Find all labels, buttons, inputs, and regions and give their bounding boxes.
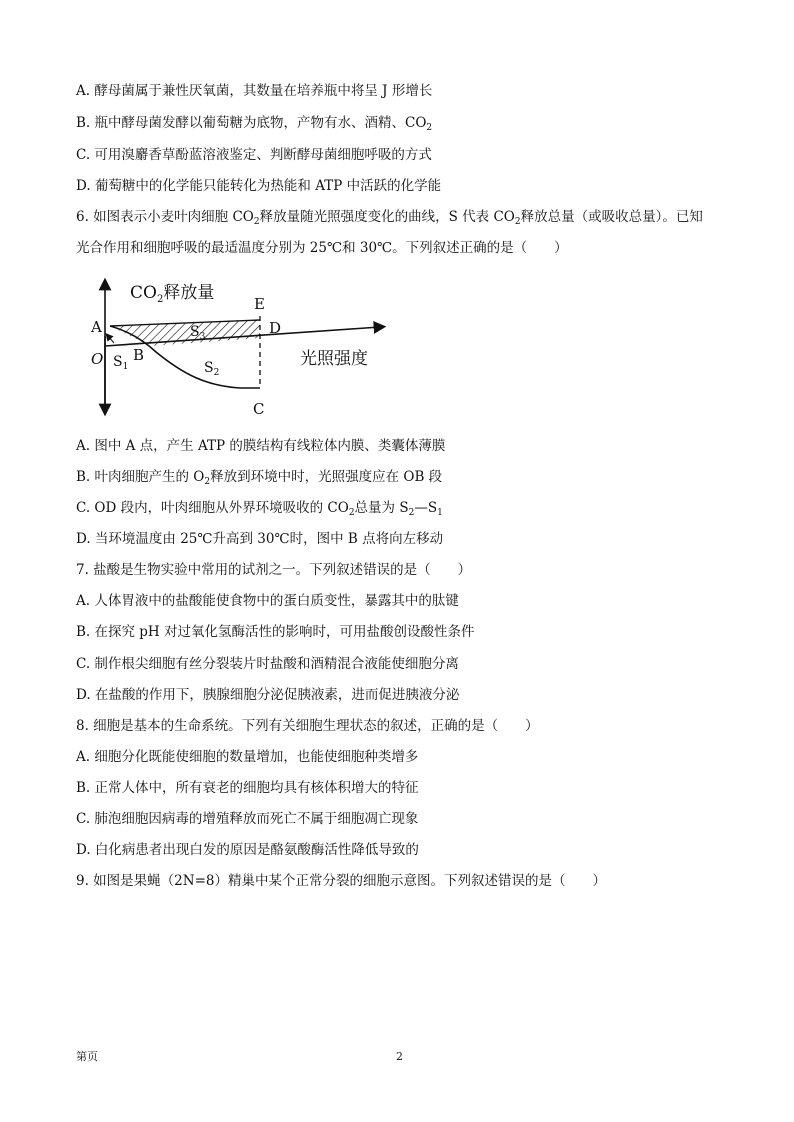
q6-option-b-sub: 2: [204, 477, 211, 487]
s1-pointer-arrow: [108, 336, 114, 343]
y-axis-label: $CO_2$释放量: [130, 283, 215, 305]
q6-stem-part3: 释放总量（或吸收总量）。已知: [520, 209, 703, 225]
q6-stem-part1: 6. 如图表示小麦叶肉细胞 CO: [76, 209, 254, 225]
q6-stem-part2: 释放量随光照强度变化的曲线，S 代表 CO: [259, 209, 515, 225]
q6-option-b: [76, 468, 442, 486]
q6-option-a: A. 图中 A 点，产生 ATP 的膜结构有线粒体内膜、类囊体薄膜: [76, 438, 446, 454]
q5-option-a: A. 酵母菌属于兼性厌氧菌，其数量在培养瓶中将呈 J 形增长: [76, 83, 433, 99]
point-o-label: O: [91, 350, 104, 368]
q5-option-d: D. 葡萄糖中的化学能只能转化为热能和 ATP 中活跃的化学能: [76, 178, 442, 194]
q6-option-d: D. 当环境温度由 25℃升高到 30℃时，图中 B 点将向左移动: [76, 531, 444, 547]
q6-option-c-sub1: 2: [348, 508, 355, 518]
q7-option-d: D. 在盐酸的作用下，胰腺细胞分泌促胰液素，进而促进胰液分泌: [76, 687, 460, 703]
q5-option-b: [76, 114, 432, 132]
q7-option-b: B. 在探究 pH 对过氧化氢酶活性的影响时，可用盐酸创设酸性条件: [76, 624, 475, 640]
q7-stem: 7. 盐酸是生物实验中常用的试剂之一。下列叙述错误的是（ ）: [76, 562, 472, 578]
q8-option-b: B. 正常人体中，所有衰老的细胞均具有核体积增大的特征: [76, 780, 419, 796]
x-axis-label: 光照强度: [300, 349, 368, 369]
co2-light-curve-figure: [88, 276, 398, 422]
q6-option-c: [76, 499, 443, 517]
q8-stem: 8. 细胞是基本的生命系统。下列有关细胞生理状态的叙述，正确的是（ ）: [76, 718, 539, 734]
q6-option-c-sub3: 1: [437, 508, 443, 518]
point-b-label: B: [133, 346, 145, 364]
point-e-label: E: [254, 295, 265, 313]
q6-option-c-sub2: 2: [408, 508, 415, 518]
q5-option-c: C. 可用溴麝香草酚蓝溶液鉴定、判断酵母菌细胞呼吸的方式: [76, 147, 432, 163]
q8-option-c: C. 肺泡细胞因病毒的增殖释放而死亡不属于细胞凋亡现象: [76, 811, 419, 827]
point-d-label: D: [269, 319, 282, 337]
s3-label: $S_3$: [190, 324, 206, 342]
q5-option-b-text: B. 瓶中酵母菌发酵以葡萄糖为底物，产物有水、酒精、CO: [76, 115, 427, 131]
q6-stem-sub2: 2: [514, 217, 521, 227]
q6-option-c-part2: 总量为 S: [354, 500, 409, 516]
q6-stem-line1: [76, 208, 703, 226]
point-a-label: A: [91, 318, 102, 336]
s1-label: $S_1$: [113, 354, 129, 372]
s2-label: $S_2$: [204, 360, 220, 378]
page-number: 2: [396, 1050, 403, 1063]
q6-option-c-part3: —S: [414, 500, 438, 516]
q8-option-d: D. 白化病患者出现白发的原因是酪氨酸酶活性降低导致的: [76, 842, 419, 858]
point-c-label: C: [253, 400, 265, 418]
q6-stem-line2: 光合作用和细胞呼吸的最适温度分别为 25℃和 30℃。下列叙述正确的是（ ）: [76, 240, 568, 256]
q9-stem: 9. 如图是果蝇（2N=8）精巢中某个正常分裂的细胞示意图。下列叙述错误的是（ ）: [76, 873, 606, 889]
q7-option-c: C. 制作根尖细胞有丝分裂装片时盐酸和酒精混合液能使细胞分离: [76, 656, 459, 672]
q8-option-a: A. 细胞分化既能使细胞的数量增加，也能使细胞种类增多: [76, 749, 419, 765]
q5-option-b-sub: 2: [426, 123, 433, 133]
co2-light-curve-svg: [88, 276, 398, 422]
s3-hatched-region: [110, 320, 260, 346]
footer-left-label: 第页: [76, 1050, 98, 1063]
q6-stem-sub1: 2: [253, 217, 260, 227]
q6-option-b-part1: B. 叶肉细胞产生的 O: [76, 469, 205, 485]
q7-option-a: A. 人体胃液中的盐酸能使食物中的蛋白质变性，暴露其中的肽键: [76, 593, 459, 609]
q6-option-c-part1: C. OD 段内，叶肉细胞从外界环境吸收的 CO: [76, 500, 349, 516]
q6-option-b-part2: 释放到环境中时，光照强度应在 OB 段: [210, 469, 443, 485]
